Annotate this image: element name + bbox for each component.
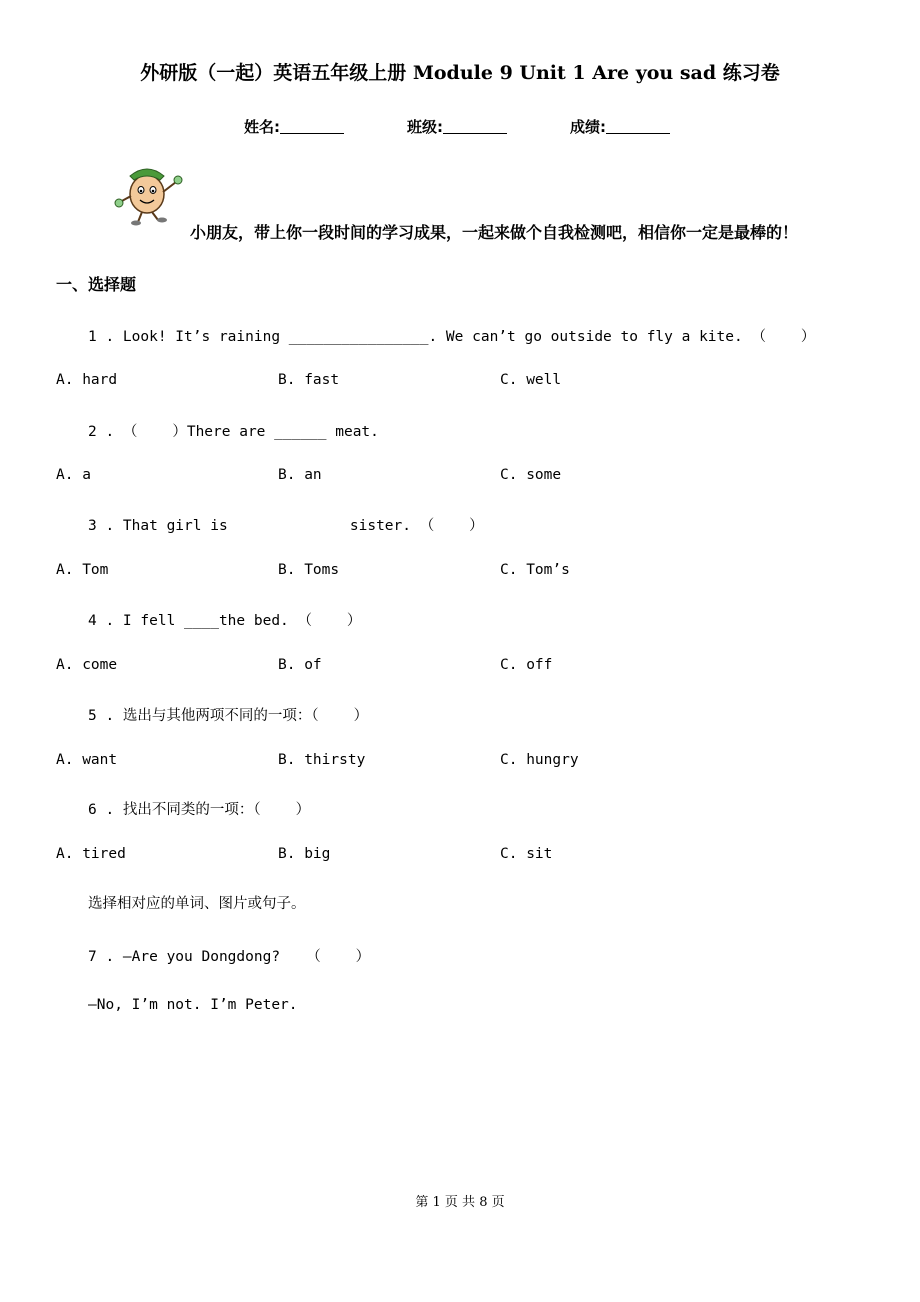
question-stem: 3 . That girl is sister. （ ） xyxy=(88,518,484,534)
score-label: 成绩: xyxy=(570,118,606,136)
option-b: B. fast xyxy=(278,372,340,388)
name-blank xyxy=(280,119,344,134)
question-stem: 2 . （ ）There are ______ meat. xyxy=(88,424,379,440)
option-b: B. Toms xyxy=(278,562,340,578)
option-a: A. come xyxy=(56,657,118,673)
option-c: C. some xyxy=(500,467,562,483)
score-blank xyxy=(606,119,670,134)
question-stem: 5 . 选出与其他两项不同的一项：（ ） xyxy=(88,708,369,724)
question-stem: 7 . —Are you Dongdong? （ ） xyxy=(88,949,371,965)
option-a: A. Tom xyxy=(56,562,109,578)
score-field xyxy=(570,116,670,137)
question-stem: 1 . Look! It’s raining ________________. We can’t go outside to fly a kite. （ ） xyxy=(88,329,816,345)
class-blank xyxy=(443,119,507,134)
option-b: B. thirsty xyxy=(278,752,366,768)
instruction-text: 选择相对应的单词、图片或句子。 xyxy=(88,896,306,912)
class-field xyxy=(407,116,507,137)
page-footer: 第 1 页 共 8 页 xyxy=(415,1195,505,1210)
name-field xyxy=(244,116,344,137)
question-stem: 6 . 找出不同类的一项：（ ） xyxy=(88,802,311,818)
name-label: 姓名: xyxy=(244,118,280,136)
page-title: 外研版（一起）英语五年级上册 Module 9 Unit 1 Are you sad 练习卷 xyxy=(140,62,780,84)
mascot-icon xyxy=(114,162,190,226)
option-c: C. well xyxy=(500,372,562,388)
option-c: C. off xyxy=(500,657,553,673)
option-b: B. big xyxy=(278,846,331,862)
option-a: A. tired xyxy=(56,846,126,862)
option-c: C. hungry xyxy=(500,752,579,768)
dialogue-line: —No, I’m not. I’m Peter. xyxy=(88,997,298,1013)
option-c: C. sit xyxy=(500,846,553,862)
option-a: A. a xyxy=(56,467,91,483)
option-a: A. want xyxy=(56,752,118,768)
option-c: C. Tom’s xyxy=(500,562,570,578)
section-heading: 一、选择题 xyxy=(56,275,137,294)
option-a: A. hard xyxy=(56,372,118,388)
option-b: B. an xyxy=(278,467,322,483)
encouragement-text: 小朋友，带上你一段时间的学习成果，一起来做个自我检测吧，相信你一定是最棒的！ xyxy=(190,223,799,242)
question-stem: 4 . I fell ____the bed. （ ） xyxy=(88,613,362,629)
option-b: B. of xyxy=(278,657,322,673)
class-label: 班级: xyxy=(407,118,443,136)
